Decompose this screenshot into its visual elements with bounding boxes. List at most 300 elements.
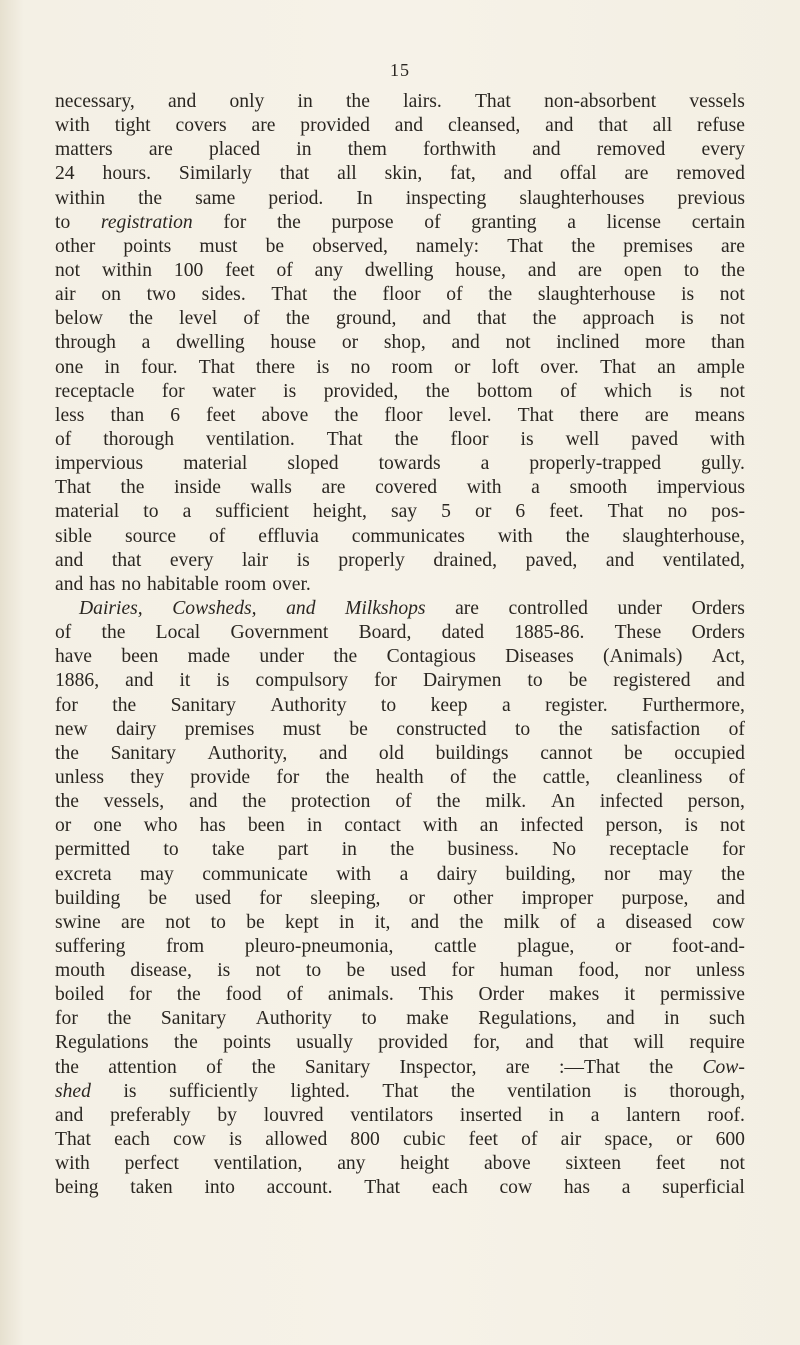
word: previous [677, 187, 745, 209]
word: foot-and- [672, 935, 745, 957]
word: feet [206, 404, 236, 426]
word: approach [582, 308, 655, 330]
word: a [501, 694, 511, 716]
word: Sanitary [170, 694, 236, 716]
word: slaughterhouses [519, 187, 645, 209]
word: provided [300, 115, 370, 137]
word: points [123, 235, 172, 257]
word: means [694, 404, 745, 426]
word: building, [505, 863, 576, 885]
word: by [217, 1104, 237, 1126]
word: impervious [656, 477, 745, 499]
word: is [217, 960, 231, 982]
word: are [721, 235, 745, 257]
word: the [112, 694, 137, 716]
word: an [479, 815, 499, 837]
word: under [259, 646, 304, 668]
word: may [140, 863, 174, 885]
word: the [334, 404, 359, 426]
word: Milkshops [345, 597, 426, 619]
word: for [223, 211, 247, 233]
word: is [316, 356, 330, 378]
word: the [436, 791, 461, 813]
text-line [55, 307, 745, 331]
word: unless [695, 960, 745, 982]
word: a [480, 453, 490, 475]
word: in [297, 91, 313, 112]
text-line [55, 742, 745, 766]
word: plague, [517, 935, 575, 957]
text-line [55, 114, 745, 138]
word: space, [604, 1129, 653, 1151]
word: thorough [103, 428, 175, 450]
word: has [199, 815, 226, 837]
word: Inspector, [399, 1056, 477, 1078]
word: food, [578, 960, 620, 982]
word: 1885-86. [514, 622, 585, 644]
word: are [624, 163, 649, 185]
word: air [560, 1129, 582, 1151]
word: has [89, 573, 116, 595]
word: compulsory [255, 670, 349, 692]
text-line [55, 911, 745, 935]
word: within [55, 187, 106, 209]
word: and [167, 91, 197, 112]
word: no [350, 356, 371, 378]
word: and [189, 791, 218, 813]
word: removed [596, 139, 666, 161]
word: That [326, 428, 363, 450]
word: ample [696, 356, 745, 378]
word: a [621, 1177, 631, 1199]
word: cannot [540, 742, 593, 764]
word: human [499, 960, 554, 982]
word: cattle [434, 935, 477, 957]
word: of [276, 259, 293, 281]
word: level [179, 308, 218, 330]
word: 1886, [55, 670, 100, 692]
word: This [418, 984, 454, 1006]
word: house, [455, 259, 506, 281]
word: (Animals) [603, 646, 683, 668]
word: to [55, 211, 71, 233]
word: through [55, 332, 116, 354]
word: for [55, 694, 78, 716]
word: infected [599, 791, 663, 813]
word: for [259, 887, 283, 909]
word: dairy [116, 718, 157, 740]
text-line [55, 549, 745, 573]
word: contact [344, 815, 401, 837]
word: kept [285, 911, 319, 933]
word: all [337, 163, 357, 185]
word: for, [473, 1032, 501, 1054]
word: than [711, 332, 745, 354]
word: more [645, 332, 686, 354]
word: covers [175, 115, 227, 137]
word: placed [208, 139, 261, 161]
word: the [55, 791, 79, 813]
word: a [531, 477, 540, 499]
word: feet [655, 1153, 686, 1175]
word: and [545, 115, 574, 137]
text-line [55, 935, 745, 959]
word: house [270, 332, 317, 354]
word: only [229, 91, 265, 112]
word: and [286, 597, 316, 619]
word: food [225, 984, 262, 1006]
word: that [476, 308, 507, 330]
word: These [614, 622, 662, 644]
word: Order [478, 984, 525, 1006]
word: disease, [130, 960, 192, 982]
word: vessels, [103, 791, 165, 813]
word: An [551, 791, 575, 813]
word: inspecting [405, 187, 487, 209]
word: and [716, 887, 745, 909]
word: Dairies, [79, 597, 143, 619]
word: four. [141, 356, 178, 378]
text-line [55, 1007, 745, 1031]
word: it [179, 670, 191, 692]
word: That [474, 91, 511, 112]
word: That [55, 1129, 91, 1151]
word: that [578, 1032, 609, 1054]
word: to [210, 911, 226, 933]
word: of [243, 308, 260, 330]
word: perfect [124, 1153, 179, 1175]
word: material [55, 501, 120, 523]
word: properly-trapped [529, 453, 661, 475]
word: protection [291, 791, 371, 813]
word: the [251, 1056, 276, 1078]
word: being [55, 1177, 99, 1199]
word: Act, [711, 646, 745, 668]
word: require [689, 1032, 745, 1054]
word: and [451, 332, 480, 354]
word: That [507, 235, 544, 257]
word: lair [241, 549, 269, 571]
word: for [374, 670, 397, 692]
word: certain [691, 211, 745, 233]
word: every [701, 139, 745, 161]
word: and [422, 308, 451, 330]
word: ground, [335, 308, 397, 330]
word: over. [272, 573, 311, 595]
word: in [339, 911, 355, 933]
word: paved [631, 428, 679, 450]
word: loft [491, 356, 519, 378]
word: Sanitary [160, 1008, 227, 1030]
word: gully. [701, 453, 745, 475]
word: two [146, 284, 176, 306]
word: say [390, 501, 418, 523]
word: to [380, 694, 397, 716]
word: person, [687, 791, 745, 813]
word: and [394, 115, 424, 137]
word: within [101, 259, 153, 281]
word: unless [55, 766, 104, 788]
text-line [55, 1080, 745, 1104]
text-line [55, 235, 745, 259]
word: under [617, 597, 663, 619]
word: necessary, [55, 91, 135, 112]
text-line [55, 476, 745, 500]
word: bottom [477, 380, 533, 402]
word: are [251, 115, 276, 137]
word: thorough, [669, 1080, 745, 1102]
text-line [55, 138, 745, 162]
text-line [55, 1128, 745, 1152]
text-line [55, 259, 745, 283]
word: water [212, 380, 256, 402]
word: they [130, 766, 164, 788]
word: above [261, 404, 309, 426]
word: smooth [569, 477, 628, 499]
text-line [55, 1176, 745, 1200]
word: floor [384, 404, 423, 426]
word: or [676, 1129, 693, 1151]
word: of [55, 622, 72, 644]
word: that [598, 115, 628, 137]
word: or [475, 501, 492, 523]
word: and [606, 1008, 635, 1030]
word: provided [378, 1032, 448, 1054]
word: the [285, 308, 310, 330]
word: the [492, 766, 517, 788]
word: for [276, 766, 300, 788]
page-number: 15 [390, 60, 410, 80]
word: a [596, 911, 606, 933]
text-line [55, 887, 745, 911]
text-line [55, 694, 745, 718]
word: sloped [287, 453, 339, 475]
word: slaughterhouse [537, 284, 656, 306]
word: nor [604, 863, 631, 885]
word: not [165, 911, 191, 933]
word: drained, [433, 549, 497, 571]
word: feet. [549, 501, 584, 523]
word: with [710, 428, 745, 450]
word: refuse [697, 115, 745, 137]
word: over. [540, 356, 579, 378]
word: in [306, 815, 323, 837]
word: well [565, 428, 600, 450]
word: provide [190, 766, 251, 788]
word: inside [174, 477, 221, 499]
word: the [565, 525, 590, 547]
word: Furthermore, [642, 694, 745, 716]
word: the [571, 235, 596, 257]
text-line [55, 597, 745, 621]
word: cubic [402, 1129, 446, 1151]
word: than [110, 404, 145, 426]
word: from [166, 935, 205, 957]
word: cow [499, 1177, 533, 1199]
word: forthwith [423, 139, 497, 161]
word: material [183, 453, 248, 475]
text-line [55, 1104, 745, 1128]
word: and [503, 163, 532, 185]
word: building [55, 887, 121, 909]
word: ventilation. [206, 428, 295, 450]
word: may [658, 863, 693, 885]
word: and [410, 911, 440, 933]
word: the [532, 308, 557, 330]
word: Cowsheds, [172, 597, 257, 619]
word: make [406, 1008, 449, 1030]
word: purpose [331, 211, 394, 233]
text-line [55, 283, 745, 307]
word: room [224, 573, 267, 595]
word: no [667, 501, 688, 523]
word: the [345, 91, 370, 112]
word: not [255, 960, 281, 982]
word: boiled [55, 984, 104, 1006]
word: Local [155, 622, 201, 644]
word: open [623, 259, 662, 281]
word: other [55, 235, 96, 257]
word: keep [430, 694, 468, 716]
word: Dairymen [423, 670, 502, 692]
word: the [120, 477, 145, 499]
word: not [719, 284, 745, 306]
word: must [282, 718, 321, 740]
word: or [615, 935, 632, 957]
word: it, [374, 911, 391, 933]
text-line [55, 983, 745, 1007]
word: on [101, 284, 121, 306]
word: not [719, 380, 745, 402]
text-line [55, 814, 745, 838]
word: floor [450, 428, 489, 450]
word: premises [184, 718, 255, 740]
word: are [321, 477, 346, 499]
word: and [125, 670, 154, 692]
word: communicate [202, 863, 308, 885]
word: each [431, 1177, 468, 1199]
word: That [382, 1080, 419, 1102]
word: the [173, 1032, 198, 1054]
word: non-absorbent [544, 91, 657, 112]
word: granting [471, 211, 537, 233]
word: 800 [350, 1129, 380, 1151]
text-line [55, 645, 745, 669]
word: the [488, 284, 513, 306]
word: one [55, 356, 84, 378]
word: In [356, 187, 373, 209]
text-line [55, 356, 745, 380]
word: part [277, 839, 309, 861]
word: for [128, 984, 152, 1006]
text-line [55, 162, 745, 186]
word: animals. [327, 984, 394, 1006]
word: ventilation [507, 1080, 592, 1102]
word: of [728, 718, 745, 740]
word: be [349, 718, 368, 740]
word: cleanliness [616, 766, 703, 788]
word: with [497, 525, 533, 547]
text-line [55, 838, 745, 862]
word: ventilators [350, 1104, 434, 1126]
word: hours. [102, 163, 151, 185]
word: infected [520, 815, 584, 837]
word: any [337, 1153, 366, 1175]
word: and [55, 573, 84, 595]
word: one [93, 815, 122, 837]
word: is [283, 380, 297, 402]
word: lighted. [290, 1080, 350, 1102]
word: the [450, 1080, 475, 1102]
word: Orders [691, 597, 745, 619]
word: be [624, 742, 643, 764]
word: floor [382, 284, 421, 306]
word: of [286, 984, 303, 1006]
word: has [563, 1177, 590, 1199]
word: will [633, 1032, 665, 1054]
word: been [247, 815, 285, 837]
word: pleuro-pneumonia, [244, 935, 394, 957]
word: height, [313, 501, 367, 523]
word: shop, [383, 332, 426, 354]
word: with [336, 863, 372, 885]
word: 100 [173, 259, 204, 281]
word: cleansed, [447, 115, 521, 137]
word: Government [230, 622, 329, 644]
word: period. [268, 187, 324, 209]
word: offal [559, 163, 597, 185]
word: Sanitary [110, 742, 176, 764]
word: a [590, 1104, 600, 1126]
word: that [111, 549, 142, 571]
word: That [364, 1177, 401, 1199]
word: dairy [436, 863, 477, 885]
word: for [55, 1008, 78, 1030]
word: permitted [55, 839, 131, 861]
word: 24 [55, 163, 75, 185]
word: be [568, 670, 588, 692]
word: ventilation, [213, 1153, 303, 1175]
word: Cow- [702, 1056, 745, 1078]
word: above [483, 1153, 531, 1175]
word: is [216, 670, 230, 692]
word: milk. [485, 791, 527, 813]
word: receptacle [609, 839, 689, 861]
word: a [182, 501, 192, 523]
word: for [451, 960, 475, 982]
word: it [624, 984, 636, 1006]
word: improper [521, 887, 594, 909]
word: 600 [715, 1129, 745, 1151]
word: Board, [358, 622, 412, 644]
word: take [211, 839, 245, 861]
word: are [148, 139, 173, 161]
word: receptacle [55, 380, 135, 402]
word: That [517, 404, 554, 426]
word: 6 [170, 404, 181, 426]
word: dated [441, 622, 484, 644]
word: and [55, 1104, 84, 1126]
word: of [209, 525, 226, 547]
word: sible [55, 525, 93, 547]
word: buildings [435, 742, 509, 764]
word: of [559, 911, 577, 933]
word: and [532, 139, 561, 161]
word: into [204, 1177, 235, 1199]
word: new [55, 718, 88, 740]
word: every [169, 549, 214, 571]
word: impervious [55, 453, 144, 475]
